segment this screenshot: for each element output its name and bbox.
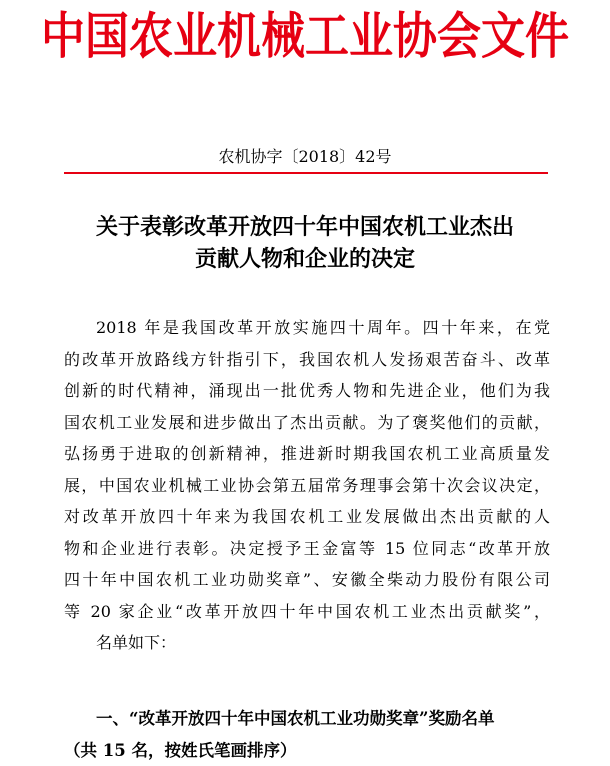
body-line: 创新的时代精神，涌现出一批优秀人物和先进企业，他们为我 bbox=[64, 381, 550, 400]
title-line-2: 贡献人物和企业的决定 bbox=[194, 247, 415, 272]
body-line: 国农机工业发展和进步做出了杰出贡献。为了褒奖他们的贡献， bbox=[64, 412, 550, 432]
document-masthead: 中国农业机械工业协会文件 bbox=[41, 8, 569, 66]
body-line: 2018 年是我国改革开放实施四十周年。四十年来，在党 bbox=[96, 318, 550, 337]
section-1 bbox=[64, 703, 556, 766]
body-paragraph bbox=[64, 312, 550, 659]
body-line: 四十年中国农机工业功勋奖章”、安徽全柴动力股份有限公司 bbox=[64, 570, 550, 589]
red-divider-line bbox=[64, 172, 548, 174]
body-line: 弘扬勇于进取的创新精神，推进新时期我国农机工业高质量发 bbox=[64, 444, 550, 463]
body-line: 展，中国农业机械工业协会第五届常务理事会第十次会议决定， bbox=[64, 475, 550, 495]
document-number: 农机协字〔2018〕42号 bbox=[218, 147, 392, 166]
document-title bbox=[0, 212, 610, 276]
body-line: 物和企业进行表彰。决定授予王金富等 15 位同志“改革开放 bbox=[64, 538, 550, 558]
body-line: 对改革开放四十年来为我国农机工业发展做出杰出贡献的人 bbox=[64, 507, 550, 526]
body-line: 名单如下： bbox=[96, 633, 177, 652]
body-line: 等 20 家企业“改革开放四十年中国农机工业杰出贡献奖”， bbox=[64, 601, 550, 621]
body-line: 的改革开放路线方针指引下，我国农机人发扬艰苦奋斗、改革 bbox=[64, 349, 550, 369]
title-line-1: 关于表彰改革开放四十年中国农机工业杰出 bbox=[95, 215, 514, 240]
section-subheading: （共 15 名，按姓氏笔画排序） bbox=[64, 740, 297, 760]
section-heading: 一、“改革开放四十年中国农机工业功勋奖章”奖励名单 bbox=[96, 709, 495, 728]
